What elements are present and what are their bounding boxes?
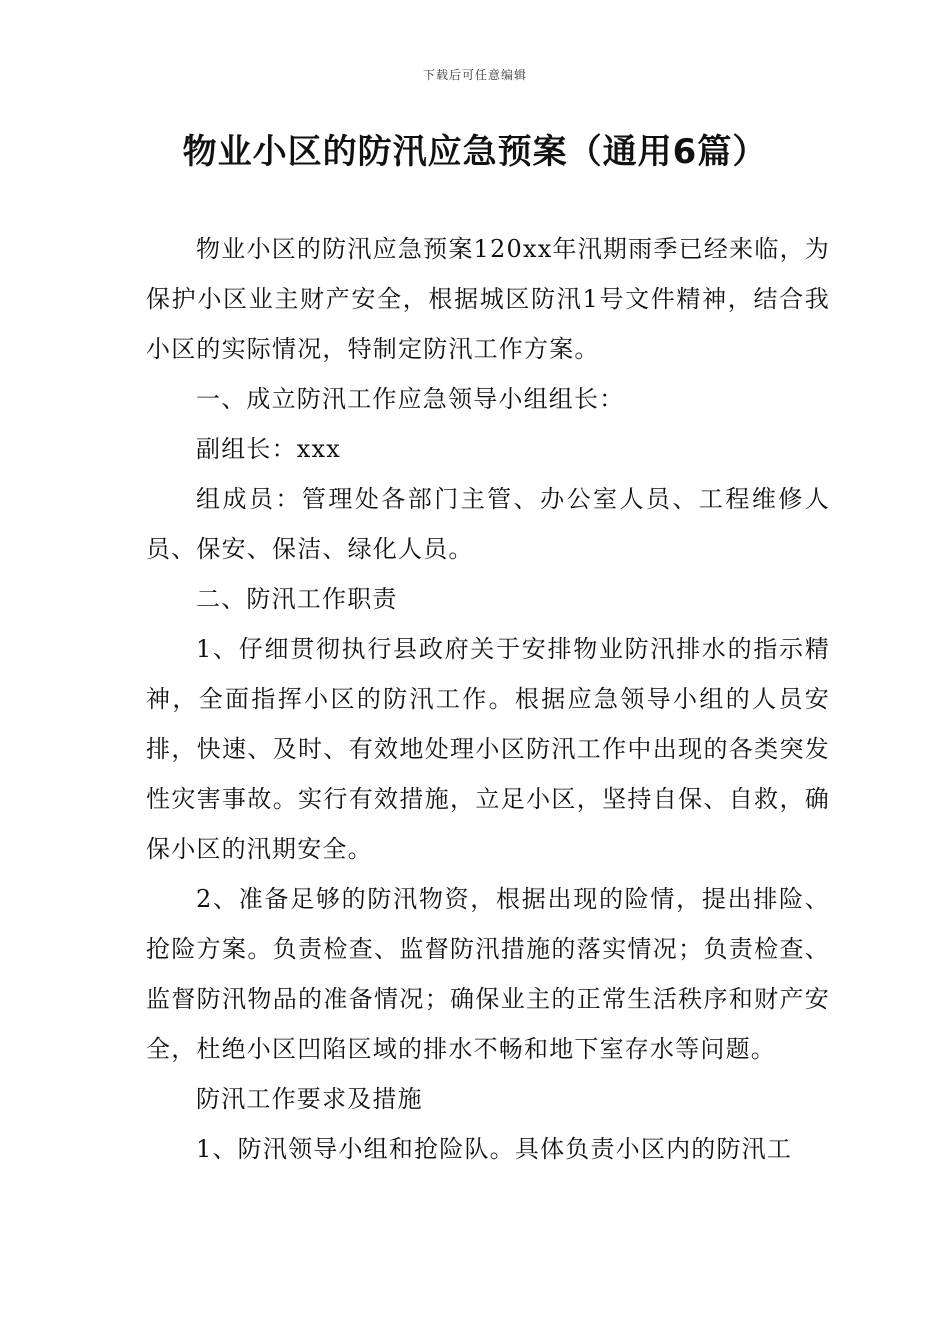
document-title: 物业小区的防汛应急预案（通用6篇） xyxy=(182,132,768,172)
document-body xyxy=(146,224,830,1174)
paragraph-members: 组成员：管理处各部门主管、办公室人员、工程维修人员、保安、保洁、绿化人员。 xyxy=(146,485,830,563)
paragraph-duty-2: 2、准备足够的防汛物资，根据出现的险情，提出排险、抢险方案。负责检查、监督防汛措施的落实情况；负责检查、监督防汛物品的准备情况；确保业主的正常生活秩序和财产安全，杜绝小区凹陷区域的排水不畅和地下室存水等问题。 xyxy=(146,885,830,1063)
paragraph-measure-1: 1、防汛领导小组和抢险队。具体负责小区内的防汛工 xyxy=(196,1135,793,1163)
paragraph-section-2-heading: 二、防汛工作职责 xyxy=(196,585,398,613)
paragraph-duty-1: 1、仔细贯彻执行县政府关于安排物业防汛排水的指示精神，全面指挥小区的防汛工作。根据应急领导小组的人员安排，快速、及时、有效地处理小区防汛工作中出现的各类突发性灾害事故。实行有效措施，立足小区，坚持自保、自救，确保小区的汛期安全。 xyxy=(146,635,830,863)
header-note: 下载后可任意编辑 xyxy=(422,68,527,82)
paragraph-deputy-leader: 副组长：xxx xyxy=(196,435,342,463)
paragraph-section-1-heading: 一、成立防汛工作应急领导小组组长： xyxy=(196,385,625,413)
paragraph-section-3-heading: 防汛工作要求及措施 xyxy=(196,1085,423,1113)
paragraph-intro: 物业小区的防汛应急预案120xx年汛期雨季已经来临，为保护小区业主财产安全，根据城区防汛1号文件精神，结合我小区的实际情况，特制定防汛工作方案。 xyxy=(146,235,830,363)
